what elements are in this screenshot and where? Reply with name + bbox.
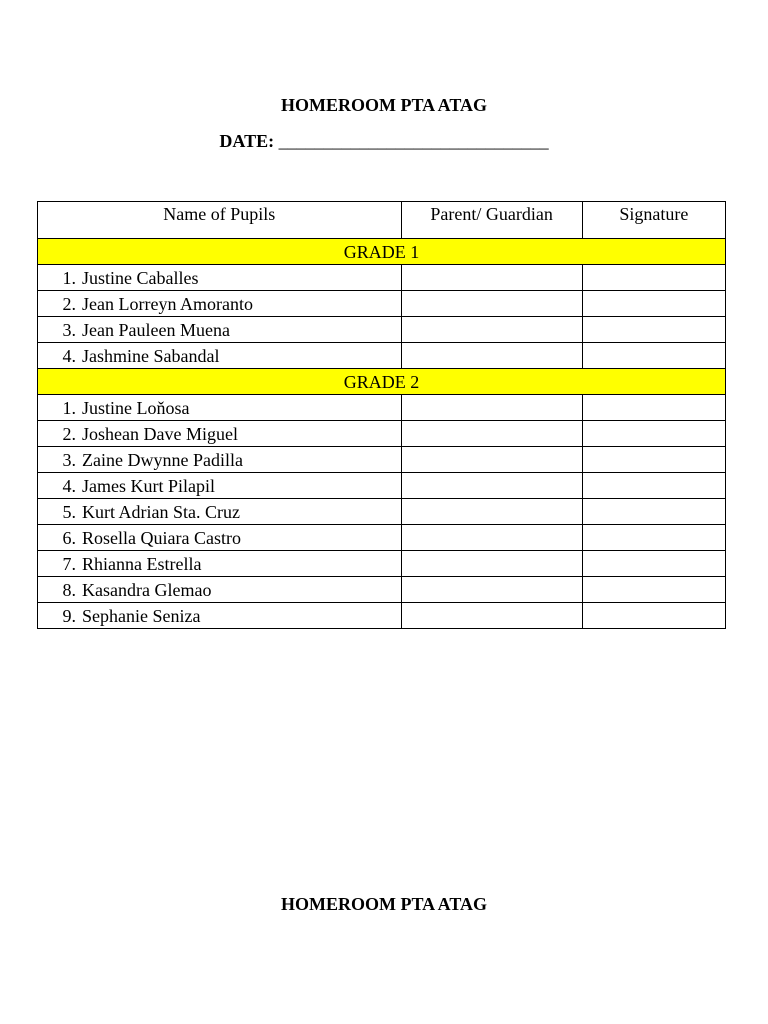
- parent-guardian-cell[interactable]: [401, 421, 582, 447]
- table-row: [38, 577, 726, 603]
- grade-label: GRADE 2: [38, 369, 726, 395]
- pupil-name: Rhianna Estrella: [82, 553, 202, 574]
- table-row: [38, 291, 726, 317]
- parent-guardian-cell[interactable]: [401, 499, 582, 525]
- signature-cell[interactable]: [582, 317, 725, 343]
- pupil-number: 1.: [62, 397, 76, 418]
- date-label: DATE:: [219, 131, 275, 151]
- table-row: [38, 421, 726, 447]
- pupil-name: Sephanie Seniza: [82, 605, 201, 626]
- signature-cell[interactable]: [582, 447, 725, 473]
- pupil-name: Jean Pauleen Muena: [82, 319, 230, 340]
- parent-guardian-cell[interactable]: [401, 577, 582, 603]
- parent-guardian-cell[interactable]: [401, 265, 582, 291]
- pupil-name-cell: [38, 499, 402, 525]
- pupil-name: Rosella Quiara Castro: [82, 527, 241, 548]
- pupil-number: 8.: [62, 579, 76, 600]
- header-parent-guardian: Parent/ Guardian: [401, 202, 582, 239]
- table-row: [38, 473, 726, 499]
- pupil-name: Justine Loňosa: [82, 397, 190, 418]
- signature-cell[interactable]: [582, 551, 725, 577]
- pupil-name: Joshean Dave Miguel: [82, 423, 238, 444]
- table-row: [38, 499, 726, 525]
- pupil-number: 4.: [62, 345, 76, 366]
- pupil-name: Jean Lorreyn Amoranto: [82, 293, 253, 314]
- signature-cell[interactable]: [582, 499, 725, 525]
- pupil-number: 9.: [62, 605, 76, 626]
- pupil-name: James Kurt Pilapil: [82, 475, 215, 496]
- grade-2-row: [38, 369, 726, 395]
- pupil-name-cell: [38, 395, 402, 421]
- pupil-number: 7.: [62, 553, 76, 574]
- pupil-number: 6.: [62, 527, 76, 548]
- pupil-name: Zaine Dwynne Padilla: [82, 449, 243, 470]
- table-row: [38, 265, 726, 291]
- pupil-name-cell: [38, 265, 402, 291]
- date-line: [0, 131, 768, 151]
- signature-cell[interactable]: [582, 473, 725, 499]
- pupil-name-cell: [38, 473, 402, 499]
- signature-cell[interactable]: [582, 395, 725, 421]
- pupil-name: Kurt Adrian Sta. Cruz: [82, 501, 240, 522]
- parent-guardian-cell[interactable]: [401, 395, 582, 421]
- footer-title: HOMEROOM PTA ATAG: [281, 894, 487, 914]
- page-title: HOMEROOM PTA ATAG: [281, 95, 487, 115]
- pupil-name-cell: [38, 291, 402, 317]
- pupil-name-cell: [38, 603, 402, 629]
- parent-guardian-cell[interactable]: [401, 551, 582, 577]
- parent-guardian-cell[interactable]: [401, 343, 582, 369]
- header-signature: Signature: [582, 202, 725, 239]
- pupil-name-cell: [38, 317, 402, 343]
- parent-guardian-cell[interactable]: [401, 317, 582, 343]
- parent-guardian-cell[interactable]: [401, 525, 582, 551]
- pupil-name: Jashmine Sabandal: [82, 345, 220, 366]
- pupil-name-cell: [38, 525, 402, 551]
- signature-cell[interactable]: [582, 291, 725, 317]
- table-row: [38, 447, 726, 473]
- attendance-table: [37, 201, 726, 629]
- table-row: [38, 395, 726, 421]
- parent-guardian-cell[interactable]: [401, 291, 582, 317]
- grade-1-row: [38, 239, 726, 265]
- pupil-name: Justine Caballes: [82, 267, 199, 288]
- table-row: [38, 551, 726, 577]
- header-name-of-pupils: Name of Pupils: [38, 202, 402, 239]
- signature-cell[interactable]: [582, 343, 725, 369]
- signature-cell[interactable]: [582, 603, 725, 629]
- pupil-name-cell: [38, 577, 402, 603]
- pupil-number: 2.: [62, 293, 76, 314]
- signature-cell[interactable]: [582, 577, 725, 603]
- table-row: [38, 525, 726, 551]
- parent-guardian-cell[interactable]: [401, 603, 582, 629]
- pupil-number: 3.: [62, 319, 76, 340]
- signature-cell[interactable]: [582, 265, 725, 291]
- pupil-name-cell: [38, 343, 402, 369]
- pupil-number: 3.: [62, 449, 76, 470]
- parent-guardian-cell[interactable]: [401, 473, 582, 499]
- pupil-name: Kasandra Glemao: [82, 579, 212, 600]
- pupil-number: 5.: [62, 501, 76, 522]
- pupil-name-cell: [38, 447, 402, 473]
- signature-cell[interactable]: [582, 525, 725, 551]
- pupil-name-cell: [38, 421, 402, 447]
- date-blank-field: ______________________________: [278, 131, 549, 151]
- pupil-name-cell: [38, 551, 402, 577]
- pupil-number: 2.: [62, 423, 76, 444]
- grade-label: GRADE 1: [38, 239, 726, 265]
- table-row: [38, 603, 726, 629]
- table-row: [38, 343, 726, 369]
- parent-guardian-cell[interactable]: [401, 447, 582, 473]
- pupil-number: 1.: [62, 267, 76, 288]
- table-row: [38, 317, 726, 343]
- pupil-number: 4.: [62, 475, 76, 496]
- table-header-row: [38, 202, 726, 239]
- signature-cell[interactable]: [582, 421, 725, 447]
